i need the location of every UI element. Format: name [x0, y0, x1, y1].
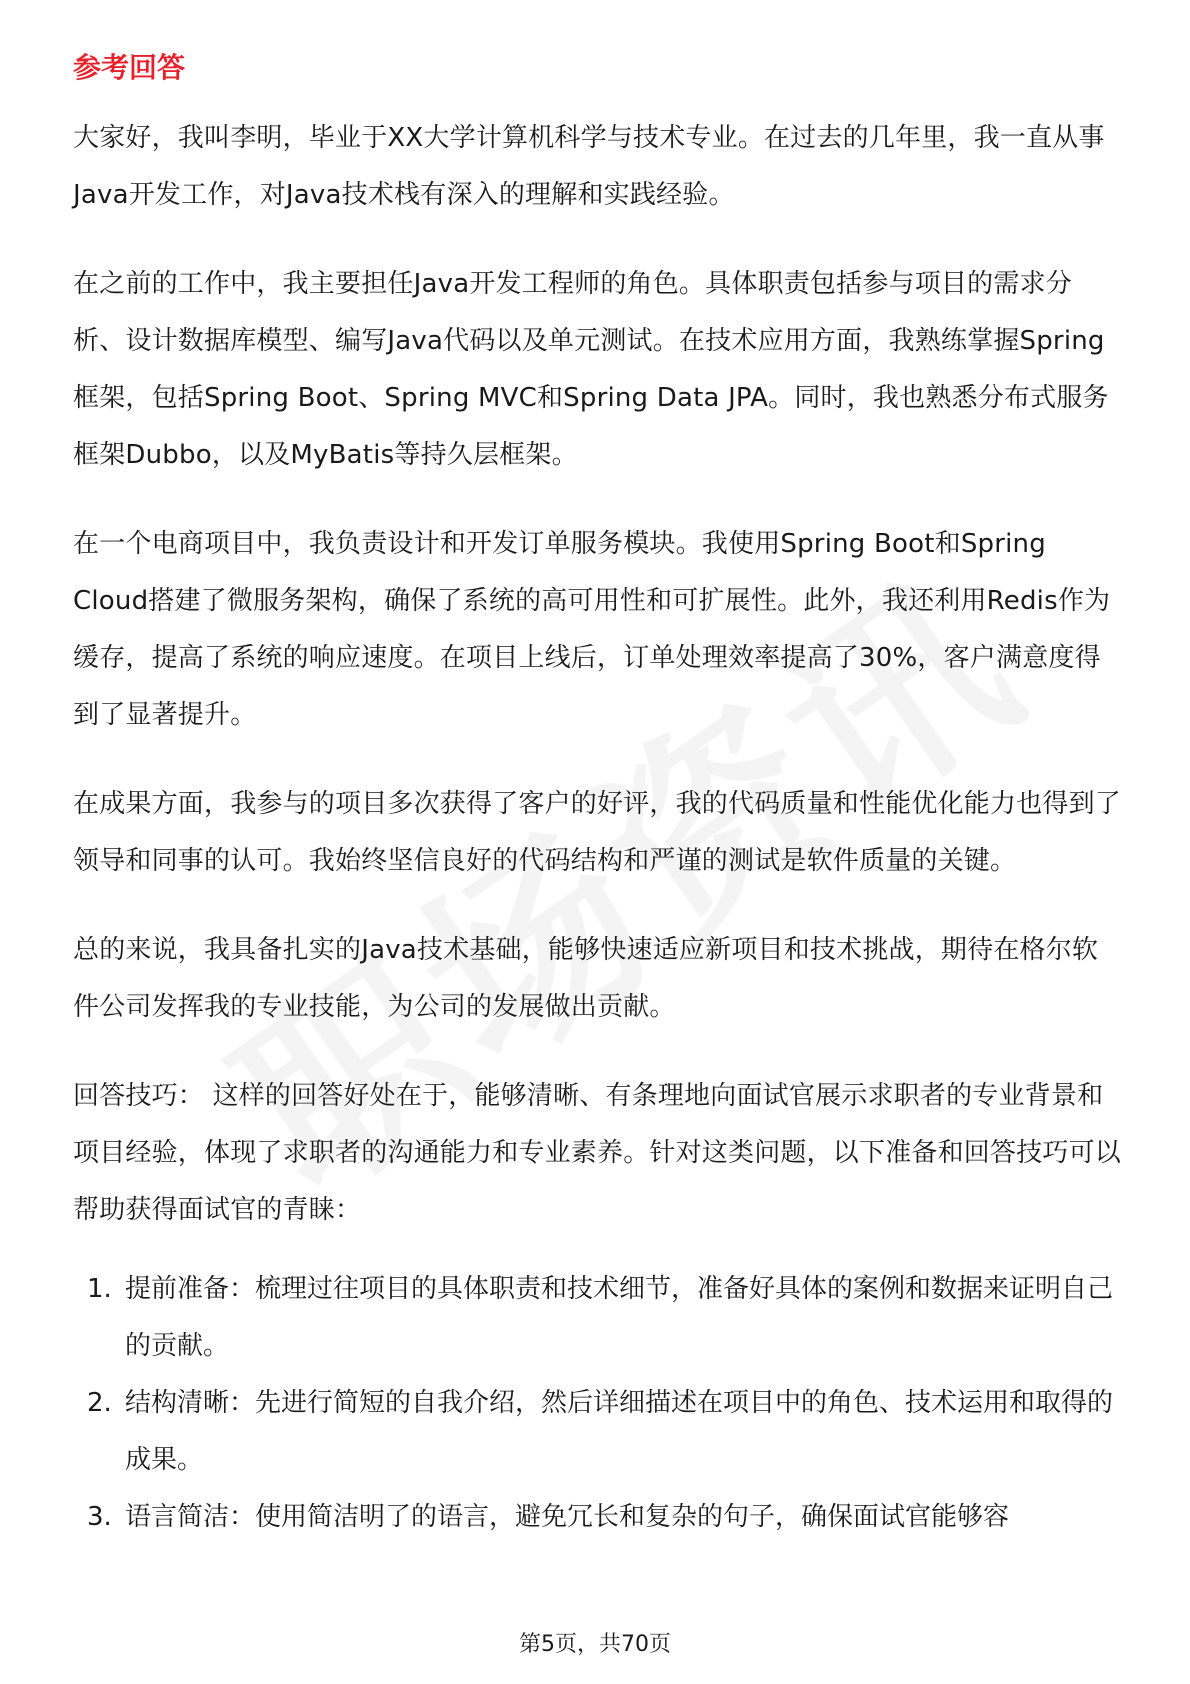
list-number: 2. [87, 1388, 112, 1418]
paragraph-summary: 总的来说，我具备扎实的Java技术基础，能够快速适应新项目和技术挑战，期待在格尔软件公司发挥我的专业技能，为公司的发展做出贡献。 [73, 935, 1099, 1022]
tips-list [73, 1261, 1123, 1546]
section-heading: 参考回答 [73, 51, 186, 84]
paragraph-achievements: 在成果方面，我参与的项目多次获得了客户的好评，我的代码质量和性能优化能力也得到了领导和同事的认可。我始终坚信良好的代码结构和严谨的测试是软件质量的关键。 [73, 789, 1122, 876]
page-content [73, 48, 1123, 1546]
paragraph-intro: 大家好，我叫李明，毕业于XX大学计算机科学与技术专业。在过去的几年里，我一直从事Java开发工作，对Java技术栈有深入的理解和实践经验。 [73, 123, 1105, 210]
page-number: 第5页，共70页 [519, 1632, 671, 1657]
list-number: 1. [87, 1274, 112, 1304]
list-number: 3. [87, 1502, 112, 1532]
list-text: 结构清晰：先进行简短的自我介绍，然后详细描述在项目中的角色、技术运用和取得的成果。 [125, 1388, 1114, 1475]
paragraph-project: 在一个电商项目中，我负责设计和开发订单服务模块。我使用Spring Boot和Spring Cloud搭建了微服务架构，确保了系统的高可用性和可扩展性。此外，我还利用Redis作为缓存，提高了系统的响应速度。在项目上线后，订单处理效率提高了30%，客户满意度得到了显著提升。 [73, 529, 1111, 730]
list-item [73, 1261, 1123, 1375]
list-item [73, 1489, 1123, 1546]
list-item [73, 1375, 1123, 1489]
list-text: 提前准备：梳理过往项目的具体职责和技术细节，准备好具体的案例和数据来证明自己的贡献。 [125, 1274, 1114, 1361]
paragraph-responsibilities: 在之前的工作中，我主要担任Java开发工程师的角色。具体职责包括参与项目的需求分析、设计数据库模型、编写Java代码以及单元测试。在技术应用方面，我熟练掌握Spring框架，包括Spring Boot、Spring MVC和Spring Data JPA。同时，我也熟悉分布式服务框架Dubbo，以及MyBatis等持久层框架。 [73, 269, 1109, 470]
paragraph-tips-intro: 回答技巧： 这样的回答好处在于，能够清晰、有条理地向面试官展示求职者的专业背景和项目经验，体现了求职者的沟通能力和专业素养。针对这类问题，以下准备和回答技巧可以帮助获得面试官的青睐： [73, 1081, 1122, 1225]
list-text: 语言简洁：使用简洁明了的语言，避免冗长和复杂的句子，确保面试官能够容 [125, 1502, 1010, 1532]
